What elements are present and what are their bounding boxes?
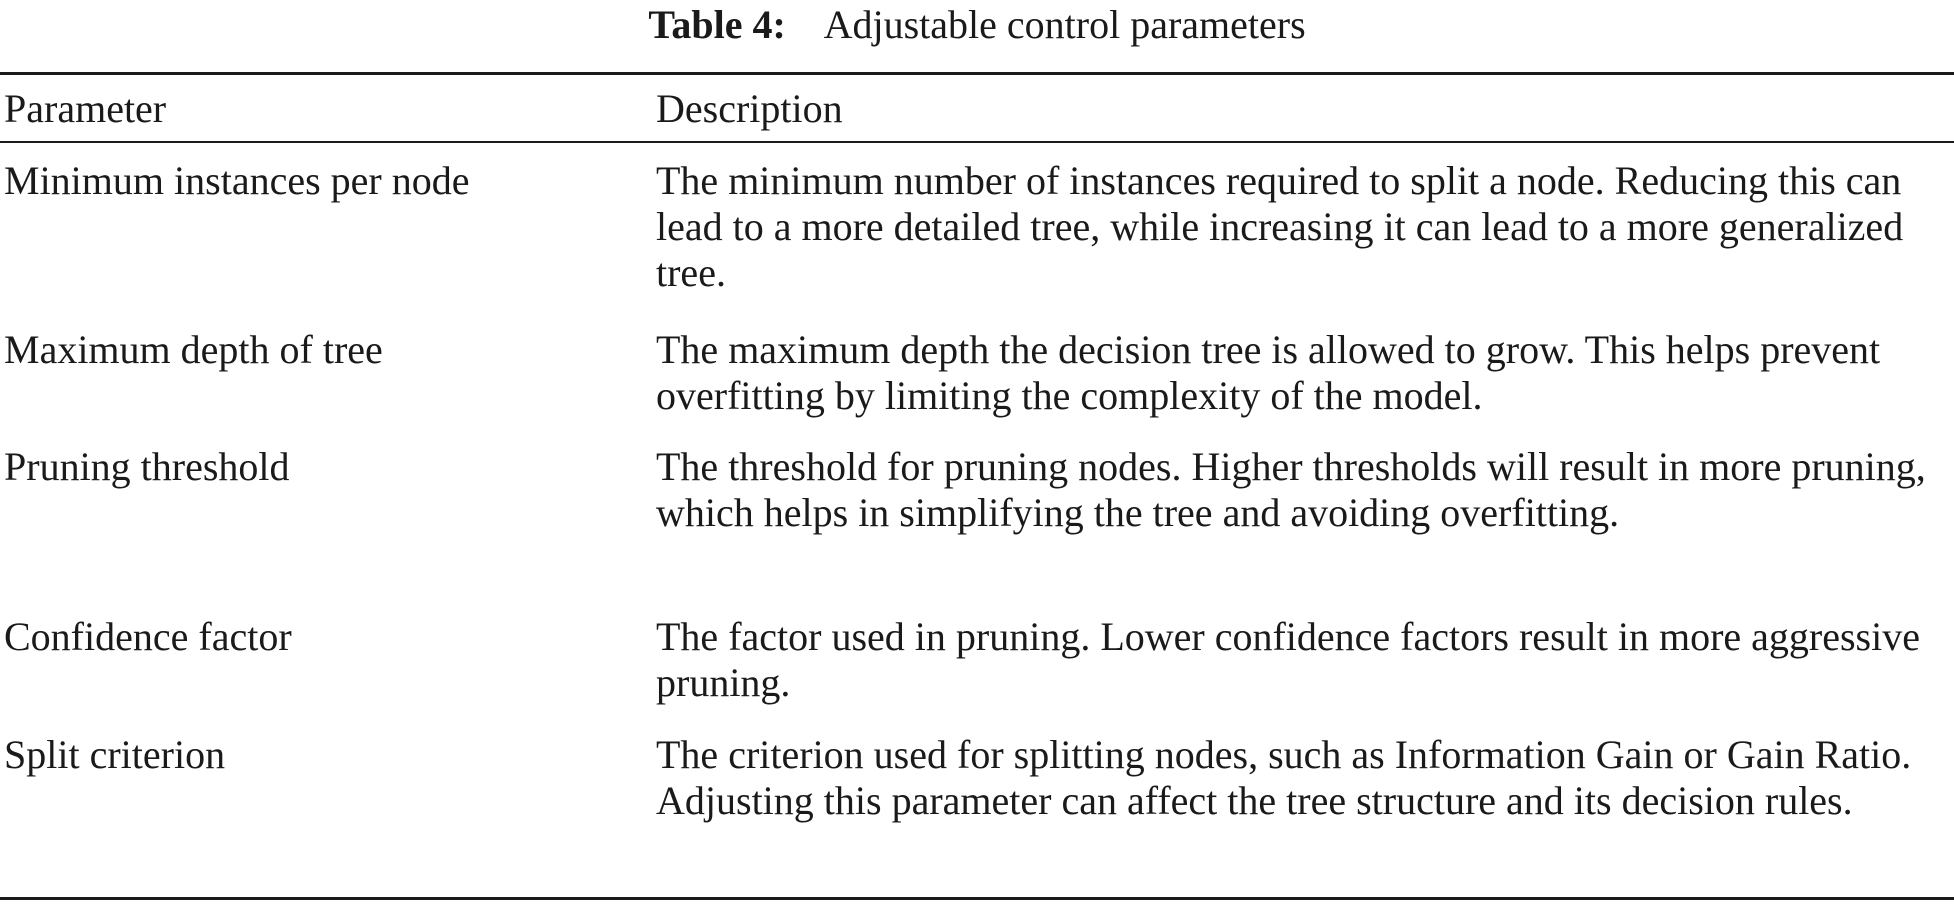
description-cell: The factor used in pruning. Lower confidence factors result in more aggressive pruning. xyxy=(656,614,1920,705)
table-caption xyxy=(0,0,1954,56)
table-header-rule xyxy=(0,141,1954,143)
description-cell: The maximum depth the decision tree is allowed to grow. This helps prevent overfitting by limiting the complexity of the model. xyxy=(656,327,1881,418)
header-description: Description xyxy=(656,86,843,131)
description-cell: The minimum number of instances required to split a node. Reducing this can lead to a more detailed tree, while increasing it can lead to a more generalized tree. xyxy=(656,158,1904,295)
table-caption-title: Adjustable control parameters xyxy=(823,2,1306,47)
table-caption-spacer xyxy=(796,2,816,47)
table-top-rule xyxy=(0,72,1954,75)
parameter-cell: Pruning threshold xyxy=(4,444,290,489)
parameter-cell: Maximum depth of tree xyxy=(4,327,383,372)
header-parameter: Parameter xyxy=(4,86,167,131)
parameter-cell: Minimum instances per node xyxy=(4,158,470,203)
description-cell: The threshold for pruning nodes. Higher thresholds will result in more pruning, which helps in simplifying the tree and avoiding overfitting. xyxy=(656,444,1926,535)
table-bottom-rule xyxy=(0,897,1954,900)
parameter-cell: Split criterion xyxy=(4,732,226,777)
description-cell: The criterion used for splitting nodes, such as Information Gain or Gain Ratio. Adjusting this parameter can affect the tree structure and its decision rules. xyxy=(656,732,1912,823)
parameter-cell: Confidence factor xyxy=(4,614,292,659)
table-caption-label: Table 4: xyxy=(648,2,786,47)
